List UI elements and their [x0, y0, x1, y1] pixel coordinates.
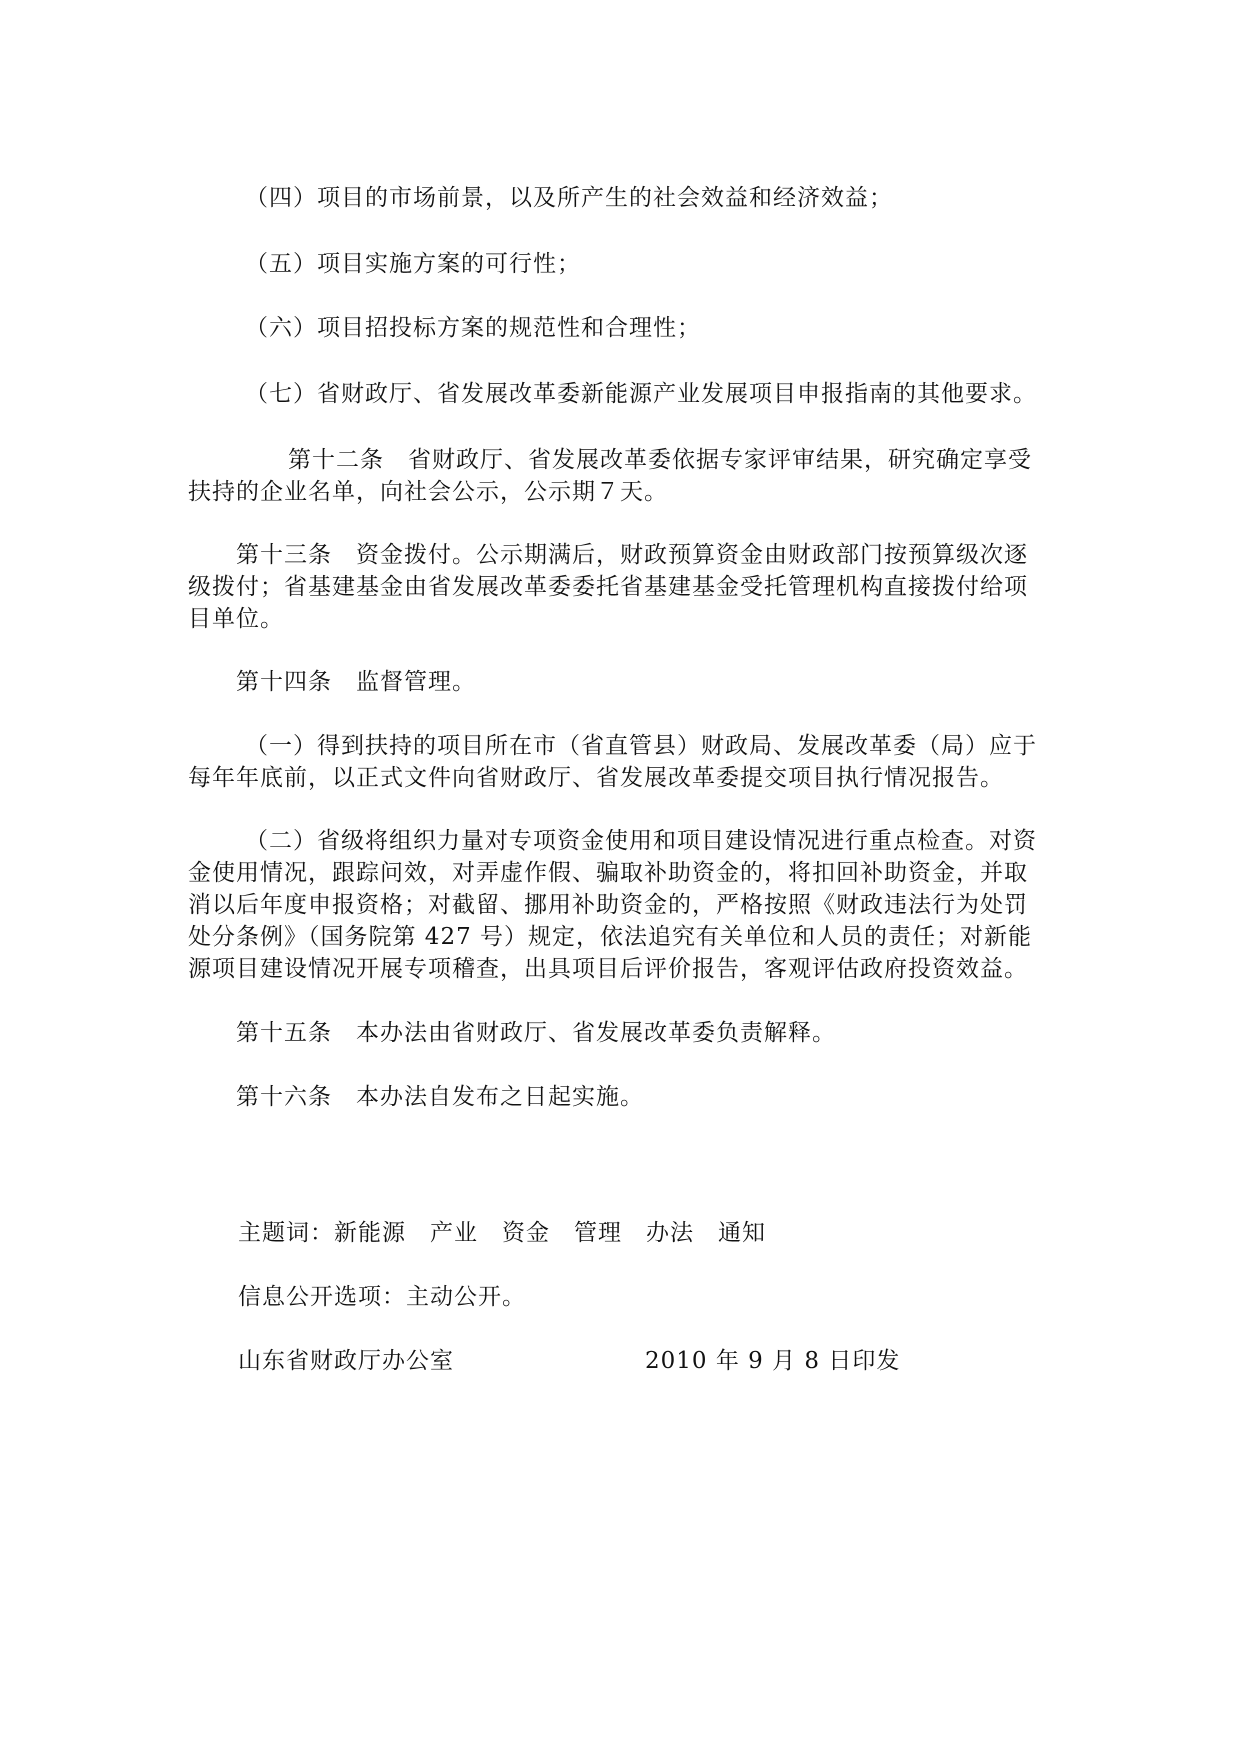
- sub-2-line-3: 消以后年度申报资格；对截留、挪用补助资金的，严格按照《财政违法行为处罚: [188, 892, 1028, 918]
- sub-2-line-1: （二）省级将组织力量对专项资金使用和项目建设情况进行重点检查。对资: [245, 828, 1037, 854]
- article-12-line-1: 第十二条 省财政厅、省发展改革委依据专家评审结果，研究确定享受: [288, 447, 1032, 473]
- article-16: 第十六条 本办法自发布之日起实施。: [236, 1084, 644, 1110]
- keywords-line: 主题词：新能源 产业 资金 管理 办法 通知: [238, 1220, 766, 1246]
- article-14: 第十四条 监督管理。: [236, 669, 476, 695]
- article-13-line-2: 级拨付；省基建基金由省发展改革委委托省基建基金受托管理机构直接拨付给项: [188, 574, 1028, 600]
- issue-date: 2010 年 9 月 8 日印发: [645, 1348, 901, 1374]
- item-5: （五）项目实施方案的可行性；: [245, 251, 581, 277]
- issuer-name: 山东省财政厅办公室: [238, 1348, 454, 1374]
- item-7: （七）省财政厅、省发展改革委新能源产业发展项目申报指南的其他要求。: [245, 381, 1037, 407]
- sub-2-line-2: 金使用情况，跟踪问效，对弄虚作假、骗取补助资金的，将扣回补助资金，并取: [188, 860, 1028, 886]
- article-13-line-3: 目单位。: [188, 606, 284, 632]
- article-12-line-2: 扶持的企业名单，向社会公示，公示期７天。: [188, 479, 668, 505]
- item-4: （四）项目的市场前景，以及所产生的社会效益和经济效益；: [245, 185, 893, 211]
- disclosure-line: 信息公开选项：主动公开。: [238, 1284, 526, 1310]
- sub-2-line-5: 源项目建设情况开展专项稽查，出具项目后评价报告，客观评估政府投资效益。: [188, 956, 1028, 982]
- sub-1-line-2: 每年年底前，以正式文件向省财政厅、省发展改革委提交项目执行情况报告。: [188, 765, 1004, 791]
- article-15: 第十五条 本办法由省财政厅、省发展改革委负责解释。: [236, 1020, 836, 1046]
- article-13-line-1: 第十三条 资金拨付。公示期满后，财政预算资金由财政部门按预算级次逐: [236, 542, 1028, 568]
- sub-1-line-1: （一）得到扶持的项目所在市（省直管县）财政局、发展改革委（局）应于: [245, 733, 1037, 759]
- item-6: （六）项目招投标方案的规范性和合理性；: [245, 315, 701, 341]
- sub-2-line-4: 处分条例》（国务院第 427 号）规定，依法追究有关单位和人员的责任；对新能: [188, 924, 1033, 950]
